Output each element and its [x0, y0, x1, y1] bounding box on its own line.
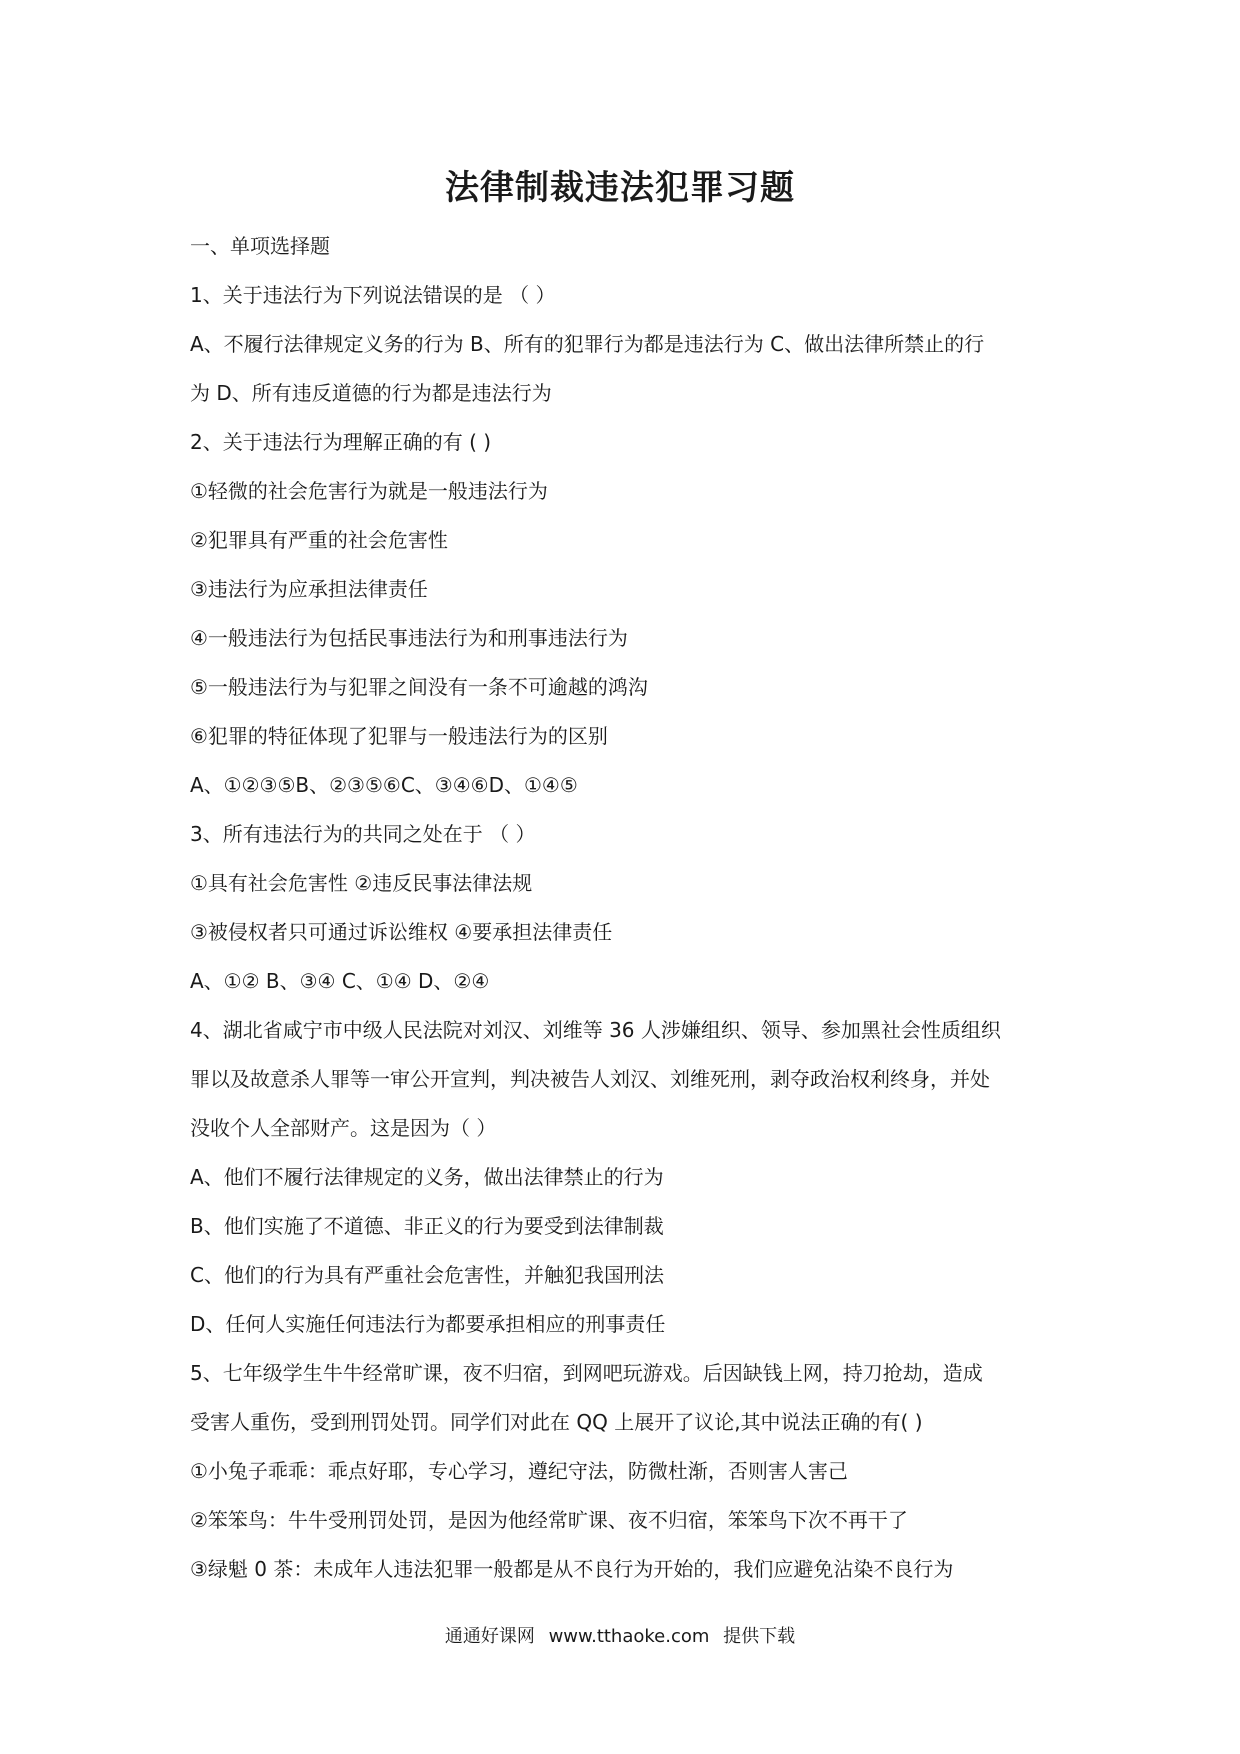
question-content: [190, 222, 1060, 1594]
question-5-stem-1: 5、七年级学生牛牛经常旷课，夜不归宿，到网吧玩游戏。后因缺钱上网，持刀抢劫，造成: [190, 1361, 983, 1385]
question-4-stem-2: 罪以及故意杀人罪等一审公开宣判，判决被告人刘汉、刘维死刑，剥夺政治权利终身，并处: [190, 1067, 990, 1091]
question-3-stem: 3、所有违法行为的共同之处在于 （ ）: [190, 822, 536, 846]
question-2-statement-1: ①轻微的社会危害行为就是一般违法行为: [190, 479, 548, 503]
page-footer: [0, 1622, 1240, 1648]
question-2-statement-3: ③违法行为应承担法律责任: [190, 577, 428, 601]
footer-site-name: 通通好课网: [444, 1626, 535, 1647]
question-3-options: A、①② B、③④ C、①④ D、②④: [190, 969, 490, 993]
question-2-stem: 2、关于违法行为理解正确的有 ( ): [190, 430, 492, 454]
question-1-options-cont: 为 D、所有违反道德的行为都是违法行为: [190, 381, 552, 405]
question-2-statement-2: ②犯罪具有严重的社会危害性: [190, 528, 448, 552]
question-2-statement-5: ⑤一般违法行为与犯罪之间没有一条不可逾越的鸿沟: [190, 675, 648, 699]
question-5-stem-2: 受害人重伤，受到刑罚处罚。同学们对此在 QQ 上展开了议论,其中说法正确的有( ): [190, 1410, 923, 1434]
question-4-stem-3: 没收个人全部财产。这是因为（ ）: [190, 1116, 497, 1140]
question-5-statement-2: ②笨笨鸟：牛牛受刑罚处罚，是因为他经常旷课、夜不归宿，笨笨鸟下次不再干了: [190, 1508, 908, 1532]
question-1-options: A、不履行法律规定义务的行为 B、所有的犯罪行为都是违法行为 C、做出法律所禁止的行: [190, 332, 985, 356]
question-2-options: A、①②③⑤B、②③⑤⑥C、③④⑥D、①④⑤: [190, 773, 578, 797]
question-4-stem-1: 4、湖北省咸宁市中级人民法院对刘汉、刘维等 36 人涉嫌组织、领导、参加黑社会性质组织: [190, 1018, 1001, 1042]
question-3-statements-b: ③被侵权者只可通过诉讼维权 ④要承担法律责任: [190, 920, 613, 944]
question-2-statement-6: ⑥犯罪的特征体现了犯罪与一般违法行为的区别: [190, 724, 608, 748]
question-4-option-c: C、他们的行为具有严重社会危害性，并触犯我国刑法: [190, 1263, 664, 1287]
footer-url: www.tthaoke.com: [548, 1626, 710, 1647]
question-5-statement-3: ③绿魁 0 茶：未成年人违法犯罪一般都是从不良行为开始的，我们应避免沾染不良行为: [190, 1557, 954, 1581]
section-heading: 一、单项选择题: [190, 234, 330, 258]
footer-suffix: 提供下载: [723, 1626, 796, 1647]
question-5-statement-1: ①小兔子乖乖：乖点好耶，专心学习，遵纪守法，防微杜渐，否则害人害己: [190, 1459, 848, 1483]
question-3-statements-a: ①具有社会危害性 ②违反民事法律法规: [190, 871, 533, 895]
question-4-option-a: A、他们不履行法律规定的义务，做出法律禁止的行为: [190, 1165, 664, 1189]
question-2-statement-4: ④一般违法行为包括民事违法行为和刑事违法行为: [190, 626, 628, 650]
question-4-option-d: D、任何人实施任何违法行为都要承担相应的刑事责任: [190, 1312, 666, 1336]
question-4-option-b: B、他们实施了不道德、非正义的行为要受到法律制裁: [190, 1214, 664, 1238]
page-title: 法律制裁违法犯罪习题: [445, 168, 795, 208]
question-1-stem: 1、关于违法行为下列说法错误的是 （ ）: [190, 283, 556, 307]
